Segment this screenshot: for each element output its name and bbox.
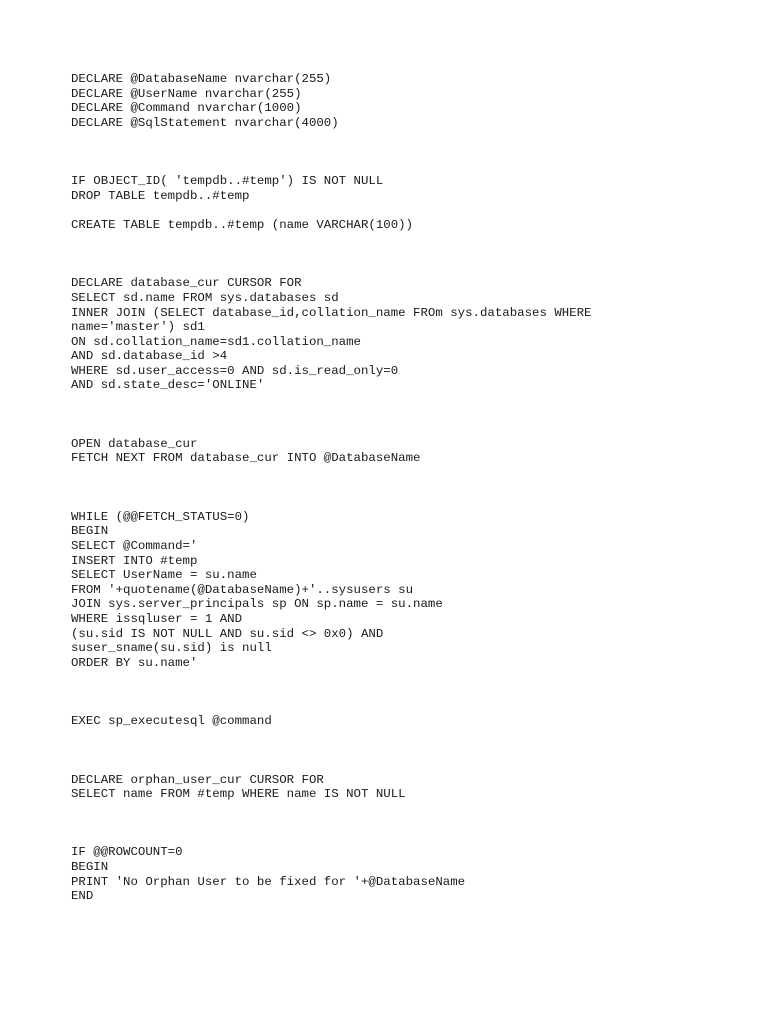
sql-code-block <box>71 72 751 904</box>
blank-line <box>71 481 751 496</box>
blank-line <box>71 670 751 685</box>
code-line: ON sd.collation_name=sd1.collation_name <box>71 334 361 349</box>
code-line: INNER JOIN (SELECT database_id,collation_name FROm sys.databases WHERE <box>71 305 592 320</box>
blank-line <box>71 466 751 481</box>
code-line: DECLARE @Command nvarchar(1000) <box>71 101 302 116</box>
code-line: SELECT UserName = su.name <box>71 568 257 583</box>
code-line: INSERT INTO #temp <box>71 553 198 568</box>
blank-line <box>71 247 751 262</box>
code-line: EXEC sp_executesql @command <box>71 714 272 729</box>
code-line: (su.sid IS NOT NULL AND su.sid <> 0x0) AND <box>71 626 384 641</box>
blank-line <box>71 408 751 423</box>
code-line: FETCH NEXT FROM database_cur INTO @DatabaseName <box>71 451 421 466</box>
blank-line <box>71 816 751 831</box>
blank-line <box>71 831 751 846</box>
code-line: OPEN database_cur <box>71 436 198 451</box>
code-line: IF OBJECT_ID( 'tempdb..#temp') IS NOT NULL <box>71 174 384 189</box>
code-line: WHILE (@@FETCH_STATUS=0) <box>71 509 250 524</box>
blank-line <box>71 729 751 744</box>
code-line: DECLARE @UserName nvarchar(255) <box>71 86 302 101</box>
code-line: DECLARE orphan_user_cur CURSOR FOR <box>71 772 324 787</box>
code-line: DECLARE @SqlStatement nvarchar(4000) <box>71 115 339 130</box>
blank-line <box>71 203 751 218</box>
code-line: IF @@ROWCOUNT=0 <box>71 845 183 860</box>
code-line: ORDER BY su.name' <box>71 655 198 670</box>
blank-line <box>71 422 751 437</box>
blank-line <box>71 145 751 160</box>
blank-line <box>71 130 751 145</box>
code-line: SELECT sd.name FROM sys.databases sd <box>71 290 339 305</box>
code-line: AND sd.database_id >4 <box>71 349 228 364</box>
blank-line <box>71 393 751 408</box>
code-line: DECLARE @DatabaseName nvarchar(255) <box>71 72 332 86</box>
code-line: END <box>71 889 94 904</box>
blank-line <box>71 758 751 773</box>
code-line: DROP TABLE tempdb..#temp <box>71 188 250 203</box>
code-line: FROM '+quotename(@DatabaseName)+'..sysusers su <box>71 582 414 597</box>
blank-line <box>71 802 751 817</box>
blank-line <box>71 700 751 715</box>
blank-line <box>71 233 751 248</box>
code-line: CREATE TABLE tempdb..#temp (name VARCHAR(100)) <box>71 217 414 232</box>
blank-line <box>71 262 751 277</box>
code-line: BEGIN <box>71 860 109 875</box>
code-line: JOIN sys.server_principals sp ON sp.name = su.name <box>71 597 443 612</box>
code-line: WHERE issqluser = 1 AND <box>71 611 243 626</box>
code-line: AND sd.state_desc='ONLINE' <box>71 378 265 393</box>
code-line: suser_sname(su.sid) is null <box>71 641 272 656</box>
code-line: DECLARE database_cur CURSOR FOR <box>71 276 302 291</box>
code-line: name='master') sd1 <box>71 320 205 335</box>
code-line: SELECT name FROM #temp WHERE name IS NOT NULL <box>71 787 406 802</box>
code-line: SELECT @Command=' <box>71 539 198 553</box>
blank-line <box>71 495 751 510</box>
code-line: WHERE sd.user_access=0 AND sd.is_read_only=0 <box>71 363 399 378</box>
code-line: PRINT 'No Orphan User to be fixed for '+@DatabaseName <box>71 874 466 889</box>
blank-line <box>71 743 751 758</box>
blank-line <box>71 685 751 700</box>
blank-line <box>71 160 751 175</box>
code-line: BEGIN <box>71 524 109 539</box>
